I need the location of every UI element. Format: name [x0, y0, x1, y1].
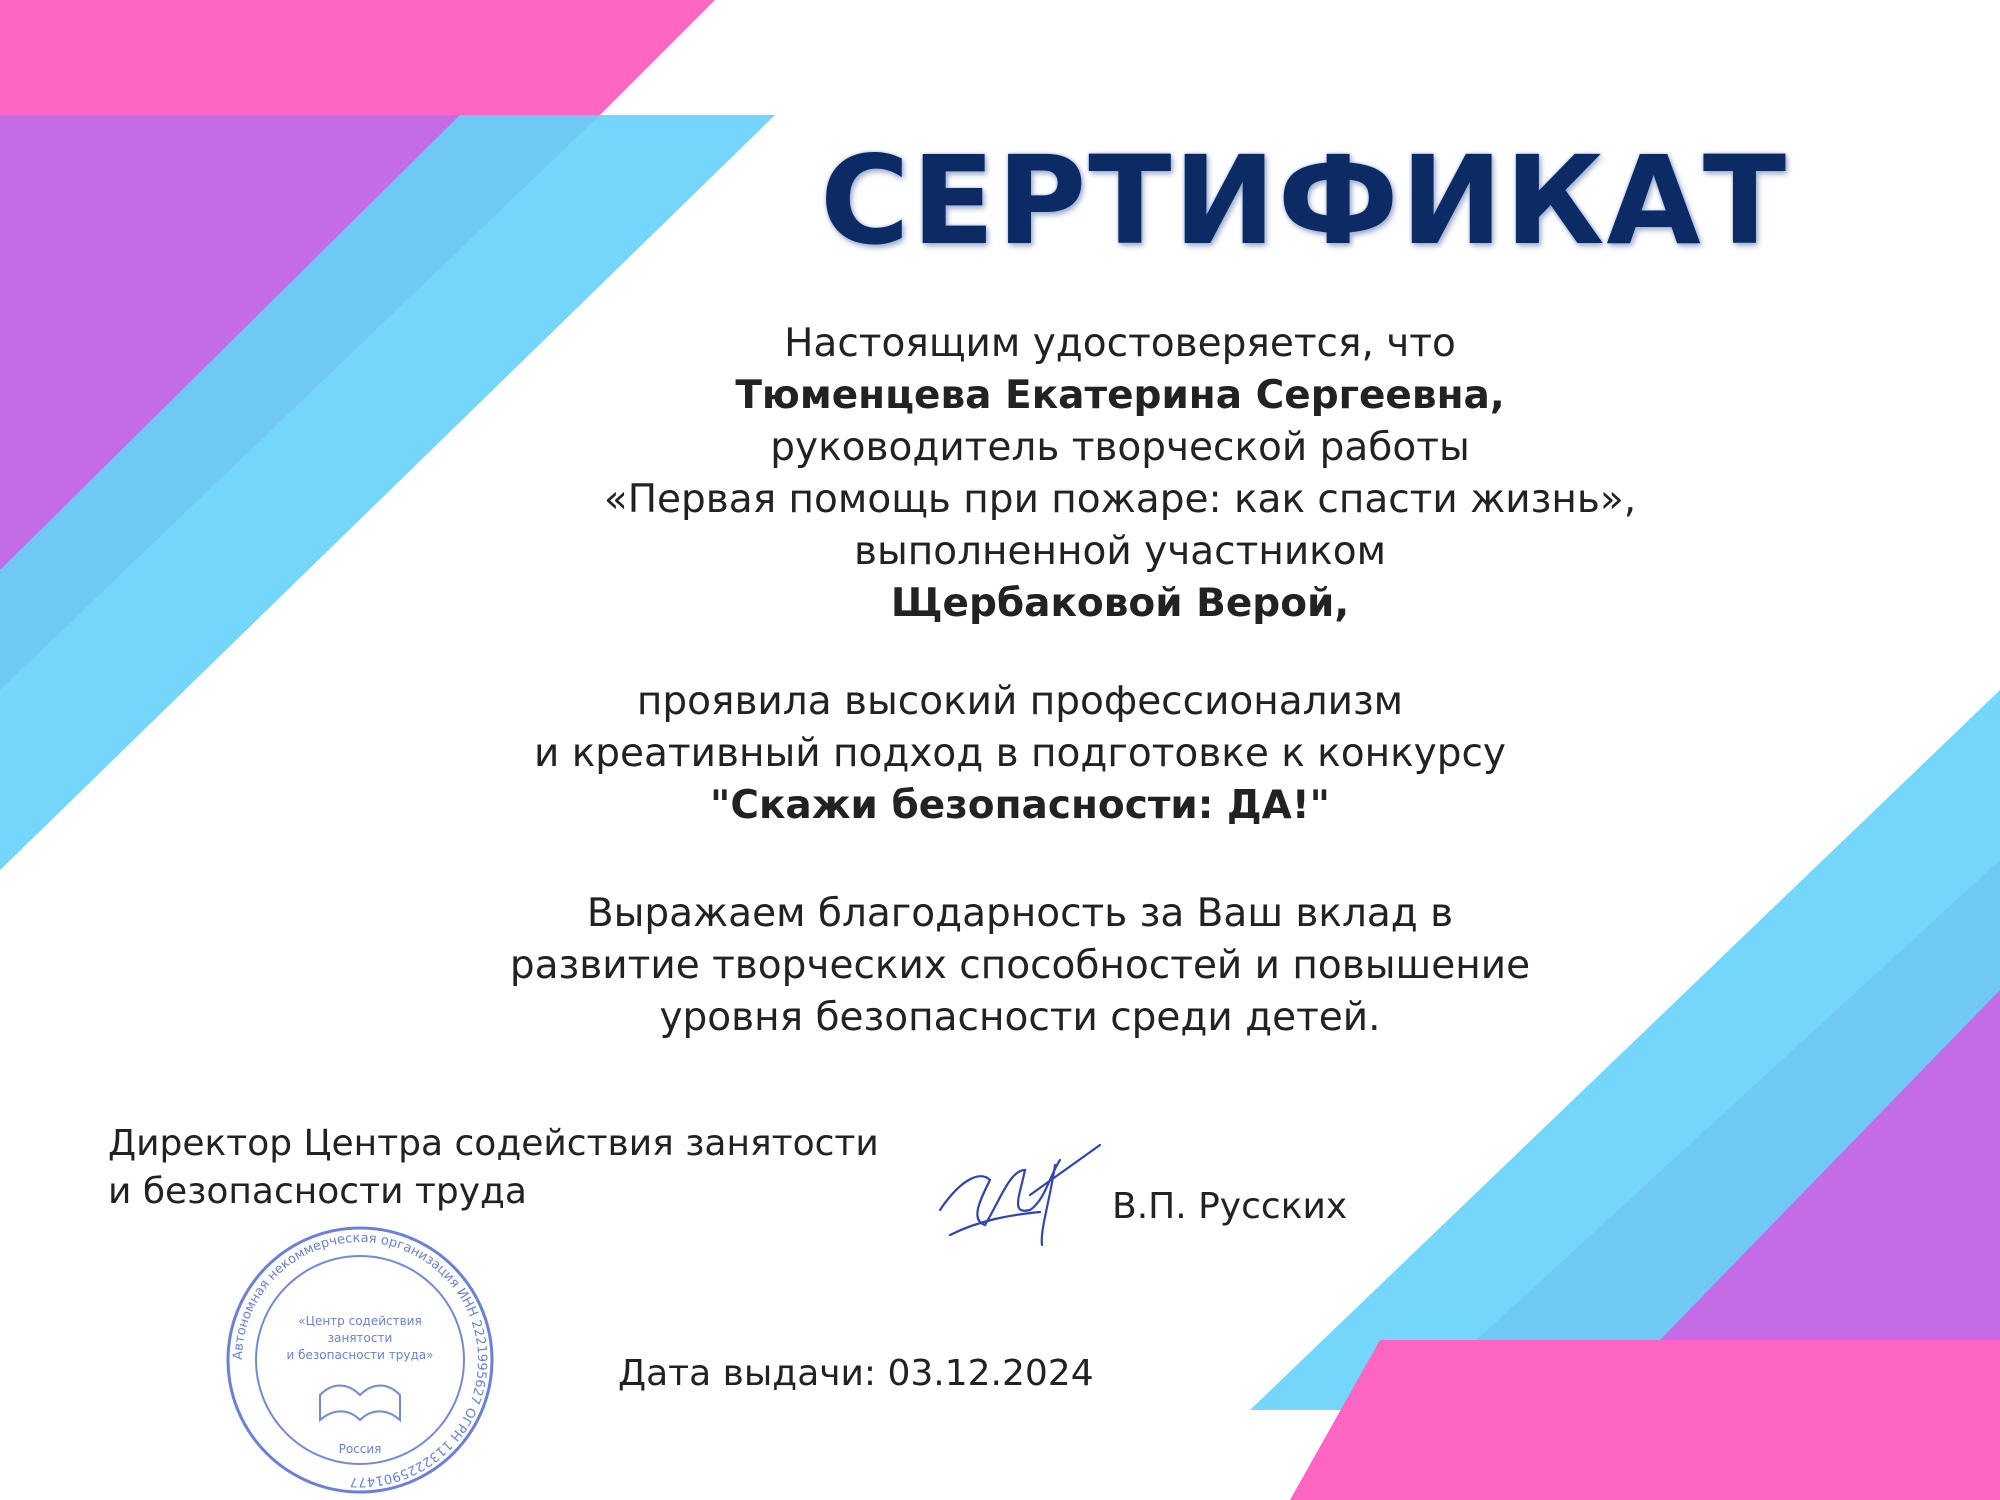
recipient-name: Тюменцева Екатерина Сергеевна,	[735, 373, 1505, 418]
thanks-line-2: развитие творческих способностей и повышение	[509, 943, 1531, 988]
organization-stamp	[220, 1225, 500, 1495]
svg-text:и безопасности труда»: и безопасности труда»	[286, 1348, 434, 1362]
certificate-title: СЕРТИФИКАТ	[820, 130, 1789, 272]
issue-date: Дата выдачи: 03.12.2024	[618, 1353, 1094, 1394]
svg-text:Автономная некоммерческая орга: Автономная некоммерческая организация ИНН 2221995627 ОГРН 1132225901477	[230, 1230, 490, 1490]
svg-text:занятости: занятости	[327, 1331, 393, 1345]
director-title-line-1: Директор Центра содействия занятости	[108, 1123, 879, 1164]
director-title	[108, 1120, 879, 1216]
svg-text:Россия: Россия	[338, 1442, 382, 1456]
certificate-thanks-block	[360, 888, 1680, 1044]
pink-band-bottom-right	[1290, 1340, 2000, 1500]
performed-by-line: выполненной участником	[853, 529, 1387, 574]
signature-image	[930, 1140, 1110, 1250]
contest-name: "Скажи безопасности: ДА!"	[710, 783, 1330, 828]
director-title-line-2: и безопасности труда	[108, 1171, 527, 1212]
svg-text:«Центр содействия: «Центр содействия	[298, 1314, 422, 1328]
work-title: «Первая помощь при пожаре: как спасти жизнь»,	[603, 477, 1637, 522]
certificate-intro-block	[460, 318, 1780, 630]
certificate-achievement-block	[360, 676, 1680, 832]
role-line: руководитель творческой работы	[770, 425, 1470, 470]
thanks-line-3: уровня безопасности среди детей.	[659, 995, 1381, 1040]
pink-band-top-left	[0, 0, 715, 115]
participant-name: Щербаковой Верой,	[890, 581, 1350, 626]
thanks-line-1: Выражаем благодарность за Ваш вклад в	[586, 891, 1454, 936]
director-name: В.П. Русских	[1112, 1186, 1348, 1227]
achievement-line-2: и креативный подход в подготовке к конкурсу	[533, 731, 1506, 776]
achievement-line-1: проявила высокий профессионализм	[636, 679, 1404, 724]
intro-line: Настоящим удостоверяется, что	[784, 321, 1456, 366]
